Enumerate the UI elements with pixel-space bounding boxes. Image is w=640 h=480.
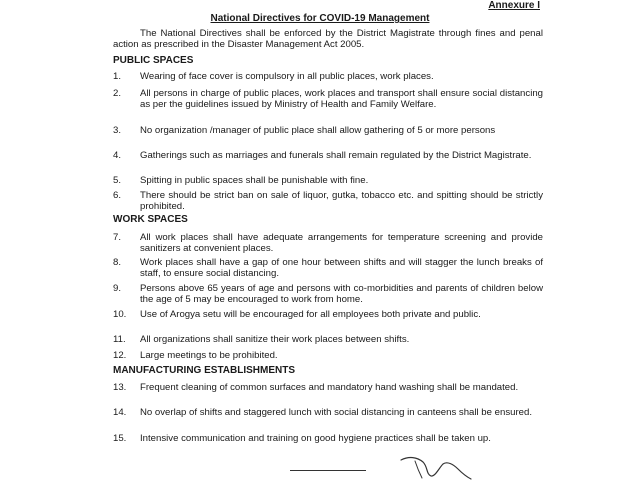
list-item [113, 382, 543, 393]
list-item [113, 125, 543, 136]
item-number: 11. [113, 334, 126, 345]
item-text: Intensive communication and training on good hygiene practices shall be taken up. [140, 433, 491, 444]
annexure-label: Annexure I [488, 0, 540, 11]
list-item [113, 190, 543, 212]
item-number: 6. [113, 190, 122, 201]
item-text: Work places shall have a gap of one hour between shifts and will stagger the lunch breaks of staff, to ensure social distancing. [140, 257, 543, 279]
list-item [113, 150, 543, 161]
item-number: 12. [113, 350, 127, 361]
item-text: Gatherings such as marriages and funerals shall remain regulated by the District Magistrate. [140, 150, 532, 161]
item-text: No overlap of shifts and staggered lunch with social distancing in canteens shall be ensured. [140, 407, 532, 418]
item-number: 13. [113, 382, 127, 393]
item-text: Use of Arogya setu will be encouraged for all employees both private and public. [140, 309, 481, 320]
item-number: 5. [113, 175, 122, 186]
list-item [113, 175, 543, 186]
item-number: 9. [113, 283, 122, 294]
section-heading-public-spaces: PUBLIC SPACES [113, 55, 194, 66]
list-item [113, 71, 543, 82]
item-text: There should be strict ban on sale of liquor, gutka, tobacco etc. and spitting should be strictly prohibited. [140, 190, 543, 212]
item-text: All work places shall have adequate arrangements for temperature screening and provide sanitizers at convenient places. [140, 232, 543, 254]
handwritten-signature [395, 452, 475, 480]
list-item [113, 407, 543, 418]
list-item [113, 257, 543, 279]
item-number: 3. [113, 125, 122, 136]
item-text: No organization /manager of public place shall allow gathering of 5 or more persons [140, 125, 496, 136]
list-item [113, 350, 543, 361]
signature-line [290, 470, 366, 471]
item-text: All persons in charge of public places, work places and transport shall ensure social distancing as per the guidelines issued by Ministry of Health and Family Welfare. [140, 88, 543, 110]
list-item [113, 283, 543, 305]
item-number: 4. [113, 150, 122, 161]
list-item [113, 334, 543, 345]
item-number: 7. [113, 232, 122, 243]
item-text: Spitting in public spaces shall be punishable with fine. [140, 175, 369, 186]
section-heading-manufacturing: MANUFACTURING ESTABLISHMENTS [113, 365, 296, 376]
item-text: Frequent cleaning of common surfaces and mandatory hand washing shall be mandated. [140, 382, 519, 393]
list-item [113, 309, 543, 320]
item-number: 1. [113, 71, 122, 82]
list-item [113, 232, 543, 254]
list-item [113, 88, 543, 110]
item-text: Large meetings to be prohibited. [140, 350, 278, 361]
item-number: 8. [113, 257, 122, 268]
item-text: Wearing of face cover is compulsory in all public places, work places. [140, 71, 434, 82]
item-number: 14. [113, 407, 127, 418]
item-text: All organizations shall sanitize their work places between shifts. [140, 334, 410, 345]
section-heading-work-spaces: WORK SPACES [113, 214, 188, 225]
item-number: 2. [113, 88, 122, 99]
item-number: 15. [113, 433, 127, 444]
document-title: National Directives for COVID-19 Management [210, 13, 430, 24]
item-number: 10. [113, 309, 127, 320]
intro-text: The National Directives shall be enforced by the District Magistrate through fines and penal action as prescribed in the Disaster Management Act 2005. [113, 28, 543, 50]
item-text: Persons above 65 years of age and persons with co-morbidities and parents of children below the age of 5 may be encouraged to work from home. [140, 283, 543, 305]
list-item [113, 433, 543, 444]
intro-paragraph [113, 28, 543, 50]
